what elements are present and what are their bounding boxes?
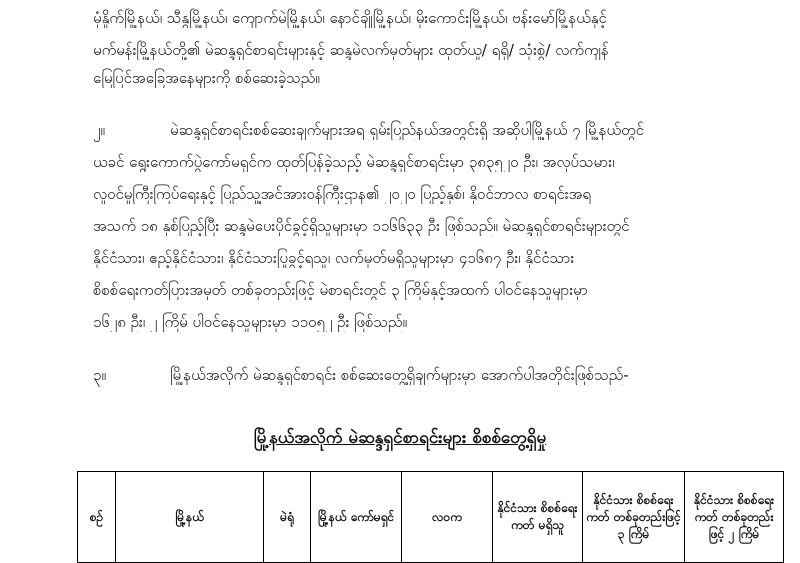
- column-header-two-times: နိုင်ငံသား စိစစ်ရေးကတ် တစ်ခုတည်းဖြင့် ၂ ကြိမ်: [685, 472, 784, 563]
- paragraph-line: အသက် ၁၈ နှစ်ပြည့်ပြီး ဆန္ဒမဲပေးပိုင်ခွင့်ရှိသူများမှာ ၁၁၆၆၃၃ ဦး ဖြစ်သည်။ မဲဆန္ဒရှင်စာရင်းများတွင်: [93, 217, 630, 235]
- paragraph-line: မုံနှိုက်မြို့နယ်၊ သီနွမြို့နယ်၊ ကျောက်မဲမြို့နယ်၊ နောင်ချိုမြို့နယ်၊ မိုးကောင်းမြို့နယ်၊ ဗန်းမော်မြို့နယ်နှင့်: [93, 9, 607, 27]
- table-title: [0, 425, 800, 451]
- paragraph-number: ၃။: [93, 366, 106, 384]
- paragraph-line: မြို့နယ်အလိုက် မဲဆန္ဒရှင်စာရင်း စစ်ဆေးတွေ့ရှိချက်များမှာ အောက်ပါအတိုင်းဖြစ်သည်-: [170, 366, 629, 384]
- table-title-text: မြို့နယ်အလိုက် မဲဆန္ဒရှင်စာရင်းများ စိစစ်တွေ့ရှိမှု: [253, 428, 547, 448]
- data-table: [77, 471, 784, 563]
- column-header-township: မြို့နယ်: [116, 472, 264, 563]
- paragraph-line: မက်မန်းမြို့နယ်တို့၏ မဲဆန္ဒရှင်စာရင်းများနှင့် ဆန္ဒမဲလက်မှတ်များ ထုတ်ယူ/ ရရှိ/ သုံးစွဲ/ လက်ကျန်: [93, 41, 609, 59]
- paragraph-line: ယခင် ရွေးကောက်ပွဲကော်မရှင်က ထုတ်ပြန်ခဲ့သည့် မဲဆန္ဒရှင်စာရင်းမှာ ၃၈၃၅၂၀ ဦး၊ အလုပ်သမား၊: [93, 153, 615, 171]
- paragraph-line: စိစစ်ရေးကတ်ပြားအမှတ် တစ်ခုတည်းဖြင့် မဲစာရင်းတွင် ၃ ကြိမ်နှင့်အထက် ပါဝင်နေသူများမှာ: [93, 281, 588, 299]
- paragraph-number: ၂။: [93, 121, 105, 139]
- column-header-no-card: နိုင်ငံသား စိစစ်ရေးကတ် မရှိသူ: [493, 472, 583, 563]
- column-header-immigration: လဝက: [402, 472, 493, 563]
- column-header-township-commission: မြို့နယ် ကော်မရှင်: [311, 472, 402, 563]
- column-header-serial: စဉ်: [78, 472, 116, 563]
- paragraph-line: မဲဆန္ဒရှင်စာရင်းစစ်ဆေးချက်များအရ ရှမ်းပြည်နယ်အတွင်းရှိ အဆိုပါမြို့နယ် ၇ မြို့နယ်တွင်: [170, 121, 644, 139]
- column-header-three-times: နိုင်ငံသား စိစစ်ရေးကတ် တစ်ခုတည်းဖြင့် ၃ ကြိမ်: [583, 472, 685, 563]
- table-header-row: [78, 472, 784, 563]
- paragraph-line: မြေပြင်အခြေအနေများကို စစ်ဆေးခဲ့သည်။: [93, 69, 320, 87]
- column-header-polling-station: မဲရုံ: [264, 472, 311, 563]
- paragraph-line: လူဝင်မှုကြီးကြပ်ရေးနှင့် ပြည်သူ့အင်အားဝန်ကြီးဌာန၏ ၂၀၂၀ ပြည့်နှစ်၊ နိုဝင်ဘာလ စာရင်းအရ: [93, 185, 591, 203]
- paragraph-line: နိုင်ငံသား၊ ဧည့်နိုင်ငံသား၊ နိုင်ငံသားပြုခွင့်ရသူ၊ လက်မှတ်မရှိသူများမှာ ၄၁၆၈၇ ဦး၊ နိုင်ငံသား: [93, 249, 575, 267]
- paragraph-line: ၁၆၂၈ ဦး၊ ၂ ကြိမ် ပါဝင်နေသူများမှာ ၁၁၀၅၂ ဦး ဖြစ်သည်။: [93, 313, 408, 331]
